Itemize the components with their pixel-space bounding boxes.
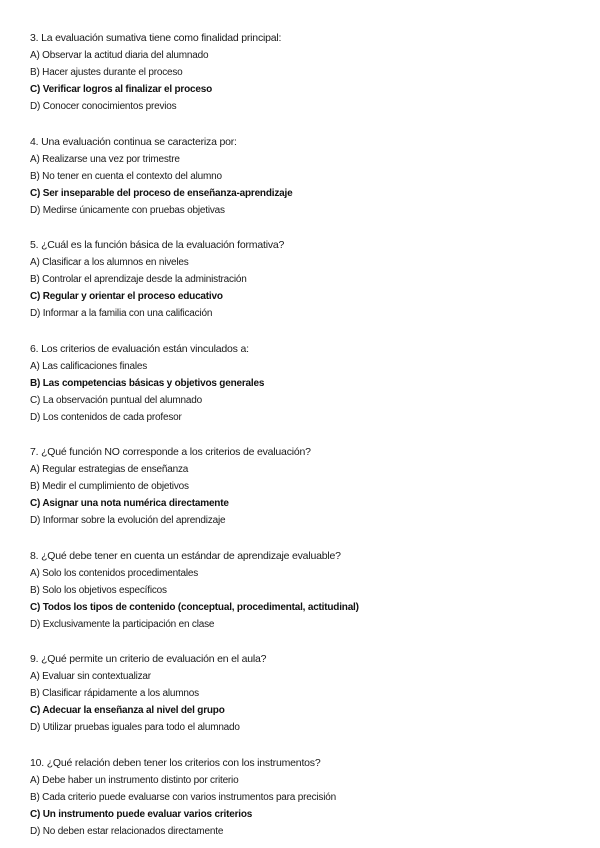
correct-answer-option: C) Un instrumento puede evaluar varios criterios — [30, 808, 253, 820]
answer-option: D) Informar sobre la evolución del aprendizaje — [30, 515, 226, 526]
question-prompt: 9. ¿Qué permite un criterio de evaluación en el aula? — [30, 653, 267, 665]
answer-option: C) La observación puntual del alumnado — [30, 394, 202, 406]
correct-answer-option: C) Todos los tipos de contenido (conceptual, procedimental, actitudinal) — [30, 601, 359, 613]
question-prompt: 6. Los criterios de evaluación están vinculados a: — [30, 342, 249, 355]
answer-option: D) Utilizar pruebas iguales para todo el alumnado — [30, 722, 240, 733]
question-block — [30, 651, 590, 736]
answer-option: B) Hacer ajustes durante el proceso — [30, 67, 183, 78]
answer-option: D) Informar a la familia con una calificación — [30, 308, 213, 319]
answer-option: A) Solo los contenidos procedimentales — [30, 567, 199, 579]
correct-answer-option: C) Ser inseparable del proceso de enseñanza-aprendizaje — [30, 187, 293, 199]
question-list — [30, 30, 590, 840]
correct-answer-option: C) Adecuar la enseñanza al nivel del grupo — [30, 705, 225, 716]
answer-option: A) Las calificaciones finales — [30, 360, 148, 372]
answer-option: D) Los contenidos de cada profesor — [30, 411, 182, 423]
answer-option: B) Medir el cumplimiento de objetivos — [30, 481, 189, 492]
question-prompt: 5. ¿Cuál es la función básica de la evaluación formativa? — [30, 239, 285, 251]
correct-answer-option: C) Asignar una nota numérica directamente — [30, 498, 229, 509]
answer-option: D) Conocer conocimientos previos — [30, 101, 177, 112]
question-prompt: 3. La evaluación sumativa tiene como finalidad principal: — [30, 32, 282, 44]
question-block — [30, 548, 590, 633]
question-prompt: 4. Una evaluación continua se caracteriza por: — [30, 135, 237, 148]
answer-option: B) Clasificar rápidamente a los alumnos — [30, 688, 199, 699]
question-block — [30, 134, 590, 219]
answer-option: D) Medirse únicamente con pruebas objetivas — [30, 204, 225, 216]
answer-option: A) Clasificar a los alumnos en niveles — [30, 257, 189, 268]
answer-option: A) Evaluar sin contextualizar — [30, 671, 151, 682]
question-block — [30, 30, 590, 115]
correct-answer-option: B) Las competencias básicas y objetivos generales — [30, 377, 265, 389]
question-block — [30, 755, 590, 840]
answer-option: A) Debe haber un instrumento distinto por criterio — [30, 774, 239, 786]
answer-option: B) Cada criterio puede evaluarse con varios instrumentos para precisión — [30, 791, 336, 803]
question-block — [30, 237, 590, 322]
question-prompt: 10. ¿Qué relación deben tener los criterios con los instrumentos? — [30, 756, 321, 769]
answer-option: D) Exclusivamente la participación en clase — [30, 618, 215, 630]
answer-option: B) Controlar el aprendizaje desde la administración — [30, 274, 247, 285]
answer-option: D) No deben estar relacionados directamente — [30, 825, 224, 837]
answer-option: B) Solo los objetivos específicos — [30, 584, 167, 596]
question-block — [30, 444, 590, 529]
question-prompt: 8. ¿Qué debe tener en cuenta un estándar de aprendizaje evaluable? — [30, 549, 341, 562]
question-prompt: 7. ¿Qué función NO corresponde a los criterios de evaluación? — [30, 446, 311, 458]
correct-answer-option: C) Regular y orientar el proceso educativo — [30, 291, 223, 302]
answer-option: B) No tener en cuenta el contexto del alumno — [30, 170, 222, 182]
question-block — [30, 341, 590, 426]
answer-option: A) Realizarse una vez por trimestre — [30, 153, 180, 165]
correct-answer-option: C) Verificar logros al finalizar el proceso — [30, 84, 213, 95]
answer-option: A) Regular estrategias de enseñanza — [30, 464, 189, 475]
answer-option: A) Observar la actitud diaria del alumnado — [30, 50, 209, 61]
